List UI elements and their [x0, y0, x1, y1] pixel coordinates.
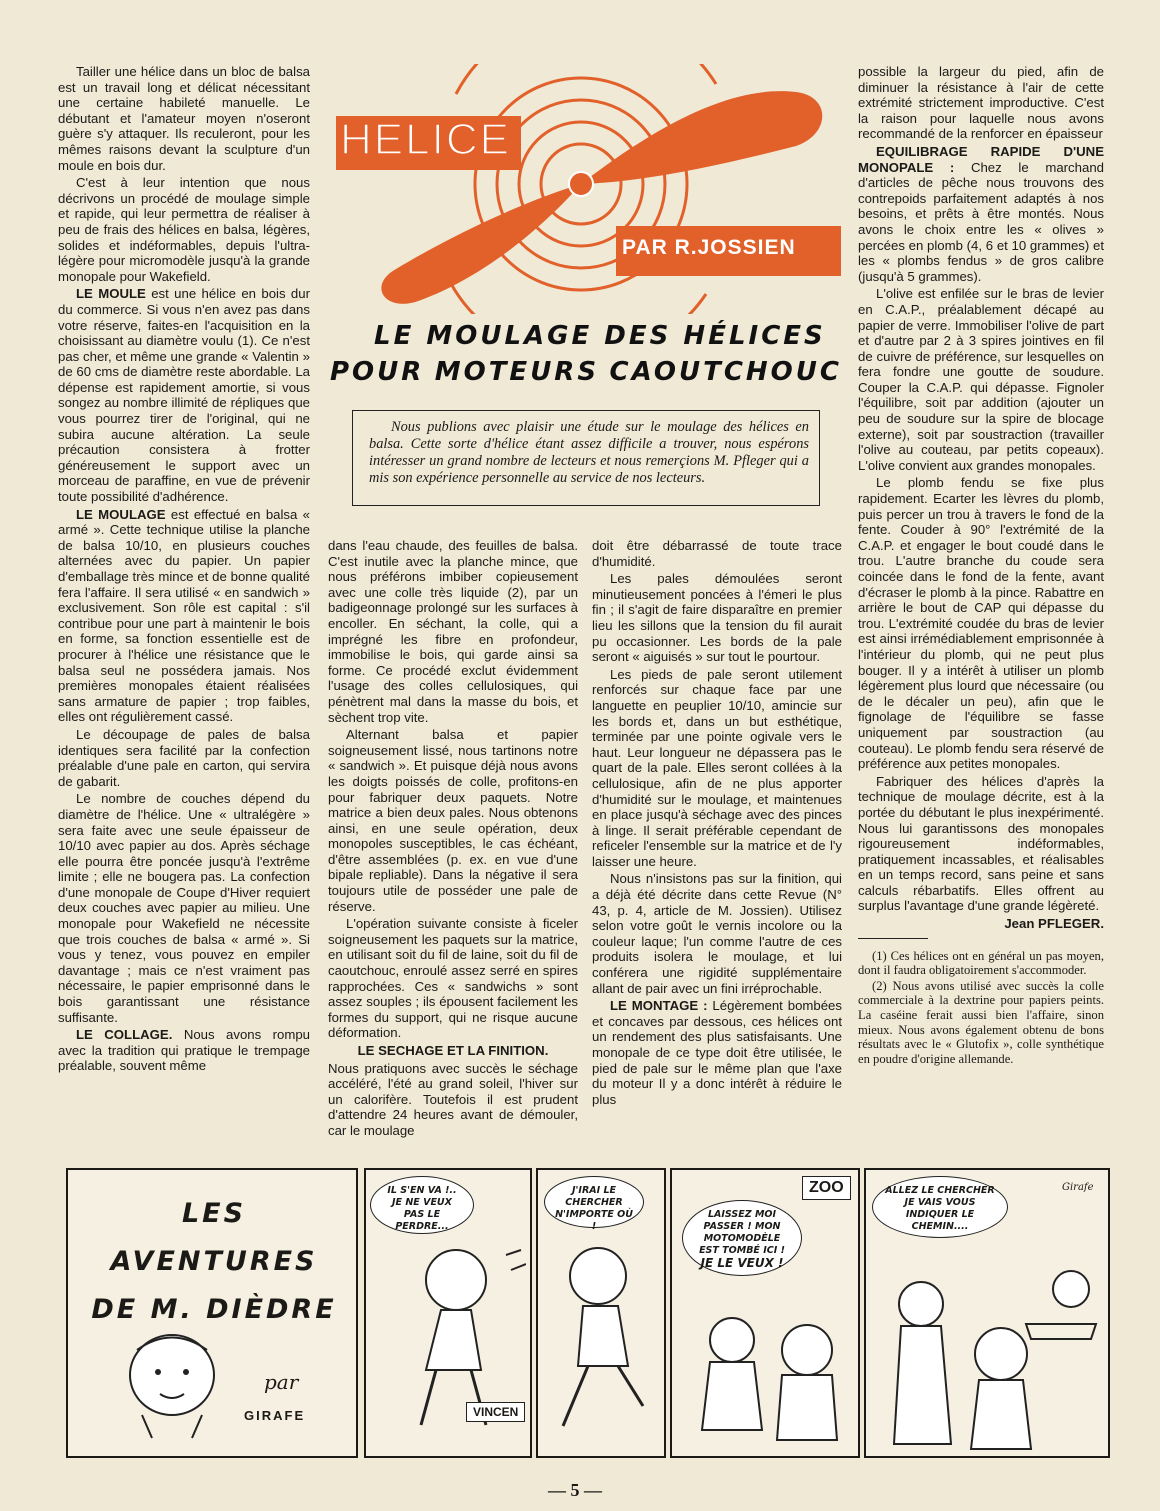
article-column-2 — [328, 538, 578, 1141]
paragraph: Le découpage de pales de balsa identiques sera facilité par la confection préalable d'une pale en carton, qui servira de gabarit. — [58, 726, 310, 789]
paragraph: Nous n'insistons pas sur la finition, qui a déjà été décrite dans cette Revue (N° 43, p. 4, article de M. Jossien). Utilisez selon votre goût le vernis incolore ou la couleur laque; l'un comme l'autre de ces produits isolera le moulage, et lui conférera une rigidité supplémentaire allant de pair avec un fini irréprochable. — [592, 871, 842, 996]
paragraph: Le plomb fendu se fixe plus rapidement. Ecarter les lèvres du plomb, puis percer un trou à travers le fond de la fente. Couder à 90° l'extrémité de la C.A.P. et engager le bout coudé dans le trou. L'autre branche du coude sera coincée dans le fond de la fente, avant d'écraser le plomb à la pince. Rabattre en arrière le bout de CAP qui dépasse du trou. L'extrémité coudée du bras de levier est ainsi irrémédiablement emprisonnée à l'intérieur du plomb, qui ne peut plus bouger. Il y a intérêt à utiliser un plomb légèrement plus lourd que nécessaire (ou de le décaler un peu), afin que le fignolage de l'équilibre se fasse uniquement par soustraction (au couteau). Le plomb fendu sera réservé de préférence aux petites monopales. — [858, 475, 1104, 772]
headline-line-1: LE MOULAGE DES HÉLICES — [374, 321, 826, 351]
paragraph: Les pales démoulées seront minutieusement poncées à l'émeri le plus fin ; il s'agit de faire disparaître en premier lieu les sillons que la tension du fil aurait pu occasionner. Les bords de la pale seront « aiguisés » sur tout le pourtour. — [592, 571, 842, 665]
paragraph: Tailler une hélice dans un bloc de balsa est un travail long et délicat nécessitant une certaine habileté manuelle. Le débutant et l'amateur moyen n'oseront guère s'y attaquer. Ils reculeront, pour les mêmes raisons devant la sculpture d'un moule en bois dur. — [58, 64, 310, 173]
footnotes — [858, 938, 1104, 1067]
article-column-1 — [58, 64, 310, 1076]
paragraph-text: est effectué en balsa « armé ». Cette technique utilise la planche de balsa 10/10, en plusieurs couches alternées avec du papier. Un papier d'emballage très mince et de bonne qualité fera l'affaire. Il sera utilisé « en sandwich » exclusivement. Son rôle est capital : s'il contribue pour une part à maintenir le bois en forme, sa fonction essentielle est de procurer à l'hélice une résistance que le balsa seul ne possédera jamais. Nos premières monopales étaient réalisées sans armature de papier ; trop faibles, elles ont régulièrement cassé. — [58, 506, 310, 725]
author-signature: Jean PFLEGER. — [1004, 916, 1104, 932]
paragraph: possible la largeur du pied, afin de diminuer la résistance à l'air de cette extrémité strictement improductive. C'est la raison pour laquelle nous avons recommandé de la renforcer en épaisseur — [858, 64, 1104, 142]
comic-title-line: LES AVENTURES — [110, 1198, 318, 1277]
jumping-boy-drawing — [548, 1236, 658, 1446]
paragraph — [58, 507, 310, 725]
bubble-text-emphasis: JE LE VEUX ! — [700, 1256, 784, 1270]
page-number: — 5 — — [548, 1480, 602, 1500]
paragraph-text: Légèrement bombées et concaves par dessous, ces hélices ont un rendement des plus satisfaisants. Une monopale de ce type doit être utilisée, le pied de pale sur le même plan que l'axe du moteur Il y a donc intérêt à réduire le plus — [592, 998, 842, 1107]
comic-byline: par — [264, 1370, 299, 1394]
paragraph: dans l'eau chaude, des feuilles de balsa. C'est inutile avec la planche mince, que nous préférons imbiber copieusement avec une colle très liquide (2), par un badigeonnage prolongé sur les surfaces à encoller. En séchant, la colle, qui a imprégné les fibre en profondeur, immobilise le bois, qui garde ainsi sa forme. Ce procédé exclut évidemment l'usage des colles cellulosiques, qui pénètrent mal dans la masse du bois, et sèchent trop vite. — [328, 538, 578, 725]
art-author: PAR R.JOSSIEN — [622, 236, 796, 259]
footnote: (1) Ces hélices ont en général un pas moyen, dont il faudra obligatoirement s'accommoder. — [858, 948, 1104, 978]
artist-signature: Girafe — [1062, 1182, 1094, 1193]
comic-title-panel — [66, 1168, 358, 1458]
road-sign: VINCEN — [466, 1402, 525, 1422]
comic-panel-3 — [536, 1168, 666, 1458]
bubble-text: LAISSEZ MOI PASSER ! MON MOTOMODÈLE EST TOMBÉ ICI ! — [699, 1209, 785, 1256]
art-title: HELICE — [340, 115, 511, 164]
article-column-4 — [858, 64, 1104, 1067]
section-heading: LE MOULAGE — [76, 506, 166, 522]
speech-bubble: IL S'EN VA !.. JE NE VEUX PAS LE PERDRE... — [370, 1176, 474, 1234]
comic-panel-2 — [364, 1168, 532, 1458]
paragraph: Fabriquer des hélices d'après la technique de moulage décrite, est à la portée du débutant le plus inexpérimenté. Nous lui garantissons des monopales rigoureusement indéformables, pratiquement incassables, et réalisables en un temps record, sans peine et sans calculs rébarbatifs. Elles offrent au surplus l'avantage d'une grande légèreté. — [858, 773, 1104, 914]
section-heading: LE MOULE — [76, 286, 146, 302]
paragraph-text: Chez le marchand d'articles de pêche nous trouvons des contrepoids parfaitement adaptés à nos besoins, et prêts à être montés. Nous avons le choix entre les « olives » percées en plomb (4, 6 et 10 grammes) et les « plombs fendus » de gros calibre (jusqu'à 5 grammes). — [858, 159, 1104, 284]
paragraph-text: est une hélice en bois dur du commerce. Si vous n'en avez pas dans votre réserve, faites-en l'acquisition en la choisissant au diamètre voulu (1). Ce n'est pas cher, et même une grande « Valentin » de 60 cms de diamètre reste abordable. La dépense est rapidement amortie, si vous songez au nombre illimité de répliques que vous pourrez tirer de l'original, qui ne subira aucune altération. La seule précaution consistera à frotter généreusement le support avec un morceau de paraffine, en vue de prévenir toute possibilité d'adhérence. — [58, 286, 310, 505]
article-headline — [330, 318, 842, 390]
footnote: (2) Nous avons utilisé avec succès la colle commerciale à la dextrine pour papiers peints. La caséine ferait aussi bien l'affaire, sinon mieux. Nous avons également obtenu de bons résultats avec le « Glutofix », colle synthétique en poudre d'origine allemande. — [858, 978, 1104, 1066]
paragraph — [858, 144, 1104, 284]
paragraph: Nous pratiquons avec succès le séchage accéléré, l'été au grand soleil, l'hiver sur un calorifère. Toutefois il est prudent d'attendre 24 heures avant de démouler, car le moulage — [328, 1060, 578, 1138]
paragraph: L'opération suivante consiste à ficeler soigneusement les paquets sur la matrice, en utilisant soit du fil de laine, soit du fil de caoutchouc, enroulé assez serré en spires rapprochées. Ces « sandwichs » sont assez souples ; ils épousent facilement les formes du support, qui ne risque aucune déformation. — [328, 916, 578, 1041]
section-heading: LE SECHAGE ET LA FINITION. — [357, 1043, 549, 1058]
speech-bubble: J'IRAI LE CHERCHER N'IMPORTE OÙ ! — [544, 1176, 644, 1228]
comic-title — [84, 1190, 344, 1334]
comic-title-line: DE M. DIÈDRE — [91, 1294, 337, 1325]
paragraph — [58, 286, 310, 504]
comic-author: GIRAFE — [244, 1408, 306, 1423]
paragraph-text: Nous avons rompu avec la tradition qui pratique le trempage préalable, souvent même — [58, 1027, 310, 1074]
section-heading: LE MONTAGE : — [610, 998, 708, 1014]
comic-panel-4 — [670, 1168, 860, 1458]
headline-word: POUR — [330, 357, 425, 387]
gate-guard-drawing — [682, 1280, 852, 1450]
paragraph — [592, 998, 842, 1107]
speech-bubble: ALLEZ LE CHERCHER JE VAIS VOUS INDIQUER LE CHEMIN.... — [872, 1176, 1008, 1238]
paragraph — [58, 1027, 310, 1074]
intro-box: Nous publions avec plaisir une étude sur le moulage des hélices en balsa. Cette sorte d'hélice étant assez difficile a trouver, nous espérons intéresser un grand nombre de lecteurs et nous remerçions M. Pfleger qui a mis son expérience personnelle au service de nos lecteurs. — [352, 410, 820, 506]
zoo-sign: ZOO — [802, 1176, 851, 1200]
character-portrait — [102, 1320, 242, 1440]
propeller-illustration — [326, 64, 846, 314]
comic-panel-5 — [864, 1168, 1110, 1458]
footnote-divider — [858, 938, 928, 939]
headline-word: CAOUTCHOUC — [609, 357, 842, 387]
paragraph: L'olive est enfilée sur le bras de levier en C.A.P., préalablement décapé au papier de verre. Immobiliser l'olive de part et d'autre par 2 à 3 spires jointives en fil de cuivre de préférence, sur lesquelles on fera fondre une goutte de soudure. Couper la C.A.P. qui dépasse. Fignoler l'équilibre, soit par addition (ajouter un peu de soudure sur la spire de blocage externe), soit par soustraction (travailler l'olive au couteau, par petits copeaux). L'olive convient aux grandes monopales. — [858, 286, 1104, 473]
zookeeper-and-boy-drawing — [876, 1244, 1106, 1454]
speech-bubble — [682, 1200, 802, 1276]
headline-line-2 — [330, 354, 842, 390]
section-heading: LE COLLAGE. — [76, 1027, 173, 1043]
headline-word: MOTEURS — [434, 357, 600, 387]
article-column-3 — [592, 538, 842, 1109]
paragraph: C'est à leur intention que nous décrivons un procédé de moulage simple et rapide, qui leur permettra de réaliser à peu de frais des hélices en balsa, légères, solides et indéformables, depuis l'ultra-légère pour micromodèle jusqu'à la grande monopale pour Wakefield. — [58, 175, 310, 284]
comic-strip — [66, 1168, 1110, 1460]
paragraph: Le nombre de couches dépend du diamètre de l'hélice. Une « ultralégère » sera faite avec une seule épaisseur de 10/10 avec papier au dos. Après séchage elle pourra être poncée jusqu'à l'extrême limite ; elle ne bougera pas. La confection d'une monopale de Coupe d'Hiver requiert deux couches avec papier au milieu. Une monopale pour Wakefield ne nécessite que trois couches de balsa « armé ». Si vous y tenez, vous pouvez en empiler davantage ; mais ce n'est vraiment pas nécessaire, le papier emprisonné dans le bois garantissant une résistance suffisante. — [58, 791, 310, 1025]
paragraph: doit être débarrassé de toute trace d'humidité. — [592, 538, 842, 569]
paragraph: Alternant balsa et papier soigneusement lissé, nous tartinons notre « sandwich ». Et puisque déjà nous avons les doigts poissés de colle, profitons-en pour fabriquer deux paquets. Notre matrice a bien deux pales. Nous obtenons ainsi, en une seule opération, deux monopoles susceptibles, le cas échéant, d'être assemblées (p. ex. en vue d'une bipale repliable). Dans la négative il sera toujours utile de posséder une pale de réserve. — [328, 727, 578, 914]
paragraph: Les pieds de pale seront utilement renforcés sur chaque face par une languette en peuplier 10/10, amincie sur les bords et, dans un but esthétique, terminée par une pointe ogivale vers le haut. Leur longueur ne dépassera pas le quart de la pale. Elles seront collées à la cellulosique, afin de ne plus apporter d'humidité sur le moulage, et maintenues en place jusqu'à séchage avec des pinces à linge. Il serait préférable cependant de reficeler l'ensemble sur la matrice et de l'y laisser une heure. — [592, 666, 842, 869]
section-heading: EQUILIBRAGE RAPIDE D'UNE MONOPALE : — [858, 143, 1104, 175]
